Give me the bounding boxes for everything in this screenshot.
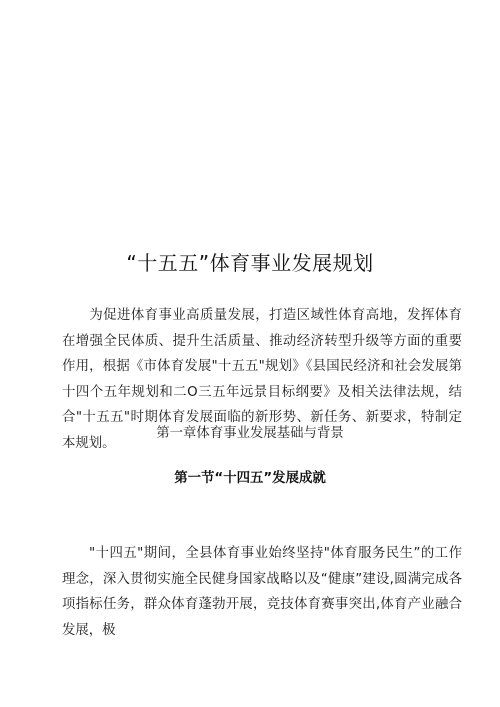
chapter-heading: 第一章体育事业发展基础与背景 [156,426,344,441]
intro-paragraph-text: 为促进体育事业高质量发展，打造区域性体育高地，发挥体育在增强全民体质、提升生活质量、推动经济转型升级等方面的重要作用，根据《市体育发展"十五五"规划》《县国民经济和社会发展第十四个五年规划和二O三五年远景目标纲要》及相关法律法规，结合"十五五"时期体育发展面临的新形势、新任务、新要求，特制定本规划。 [62,308,462,451]
section-paragraph-text: "十四五"期间，全县体育事业始终坚持"体育服务民生”的工作理念，深入贯彻实施全民健身国家战略以及“健康”建设,圆满完成各项指标任务，群众体育蓬勃开展，竞技体育赛事突出,体育产业融合发展，极 [62,546,462,638]
section-paragraph [62,541,462,643]
document-title: “十五五”体育事业发展规划 [126,251,374,275]
section-heading: 第一节“十四五”发展成就 [174,471,326,486]
